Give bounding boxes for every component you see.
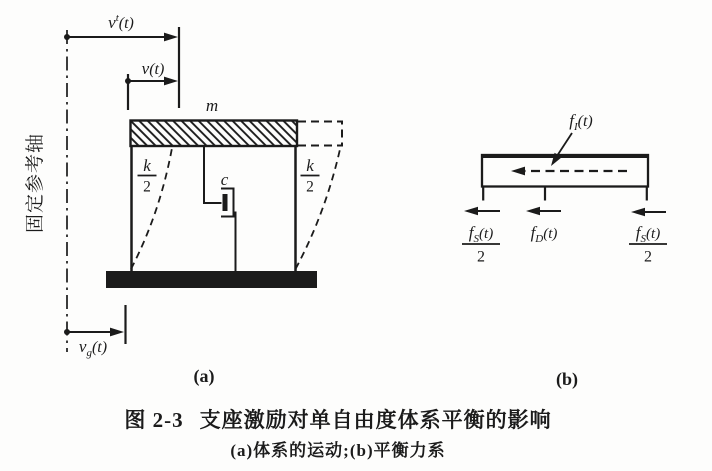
fs-denominator: 2 [477, 248, 485, 266]
figure-a-sublabel: (a) [193, 366, 215, 386]
damping-force-arrowhead-icon [526, 207, 540, 215]
right-column-deflected-shape [296, 147, 341, 269]
resisting-force-arrows [464, 207, 666, 216]
fixed-reference-axis-label: 固定参考轴 [25, 132, 46, 233]
k-denominator: 2 [306, 178, 314, 196]
inertia-force-arrowhead-icon [511, 167, 525, 176]
figure-number: 图 2-3 [124, 408, 184, 432]
figure-b-sublabel: (b) [556, 369, 578, 389]
vg-arrowhead-icon [110, 328, 124, 337]
figure-caption [0, 410, 676, 459]
damper-lower-rod [234, 213, 236, 272]
damper-piston [223, 194, 228, 211]
right-stiffness-fraction [301, 156, 320, 196]
fs-numerator: $f_S(t)$ [468, 223, 494, 245]
figure-title-text: 支座激励对单自由度体系平衡的影响 [199, 408, 552, 432]
fs-numerator: $f_S(t)$ [635, 223, 661, 245]
figure-a-system-motion [24, 12, 342, 387]
left-spring-force-fraction [462, 223, 500, 266]
ground-bar [106, 271, 317, 288]
vt-label: $v^t(t)$ [108, 12, 134, 32]
v-label: v(t) [141, 59, 165, 78]
left-spring-force-arrowhead-icon [464, 207, 478, 215]
total-displacement-dimension [64, 12, 179, 108]
damper-upper-rod [204, 146, 222, 203]
figure-caption-subtitle: (a)体系的运动;(b)平衡力系 [230, 441, 446, 460]
damping-force-label: $f_D(t)$ [530, 223, 558, 245]
damper-assembly [204, 146, 236, 271]
figure-caption-title [0, 410, 676, 431]
vg-label: $v_g(t)$ [78, 337, 108, 359]
mass-label: m [205, 96, 219, 115]
k-numerator: k [143, 156, 151, 175]
mass-beam [131, 121, 298, 147]
displaced-mass-outline [298, 122, 342, 146]
left-column-deflected-shape [131, 148, 172, 269]
fs-denominator: 2 [644, 248, 652, 266]
v-arrowhead-icon [164, 77, 178, 86]
right-spring-force-fraction [629, 223, 667, 266]
relative-displacement-dimension [125, 59, 178, 110]
ground-displacement-dimension [64, 305, 126, 359]
left-stiffness-fraction [138, 156, 157, 196]
k-numerator: k [306, 156, 314, 175]
figure-b-force-equilibrium [462, 111, 667, 390]
right-spring-force-arrowhead-icon [631, 208, 645, 216]
k-denominator: 2 [143, 178, 151, 196]
inertia-force-label: $f_I(t)$ [569, 111, 593, 133]
damper-label: c [220, 170, 229, 189]
vt-arrowhead-icon [164, 33, 178, 42]
